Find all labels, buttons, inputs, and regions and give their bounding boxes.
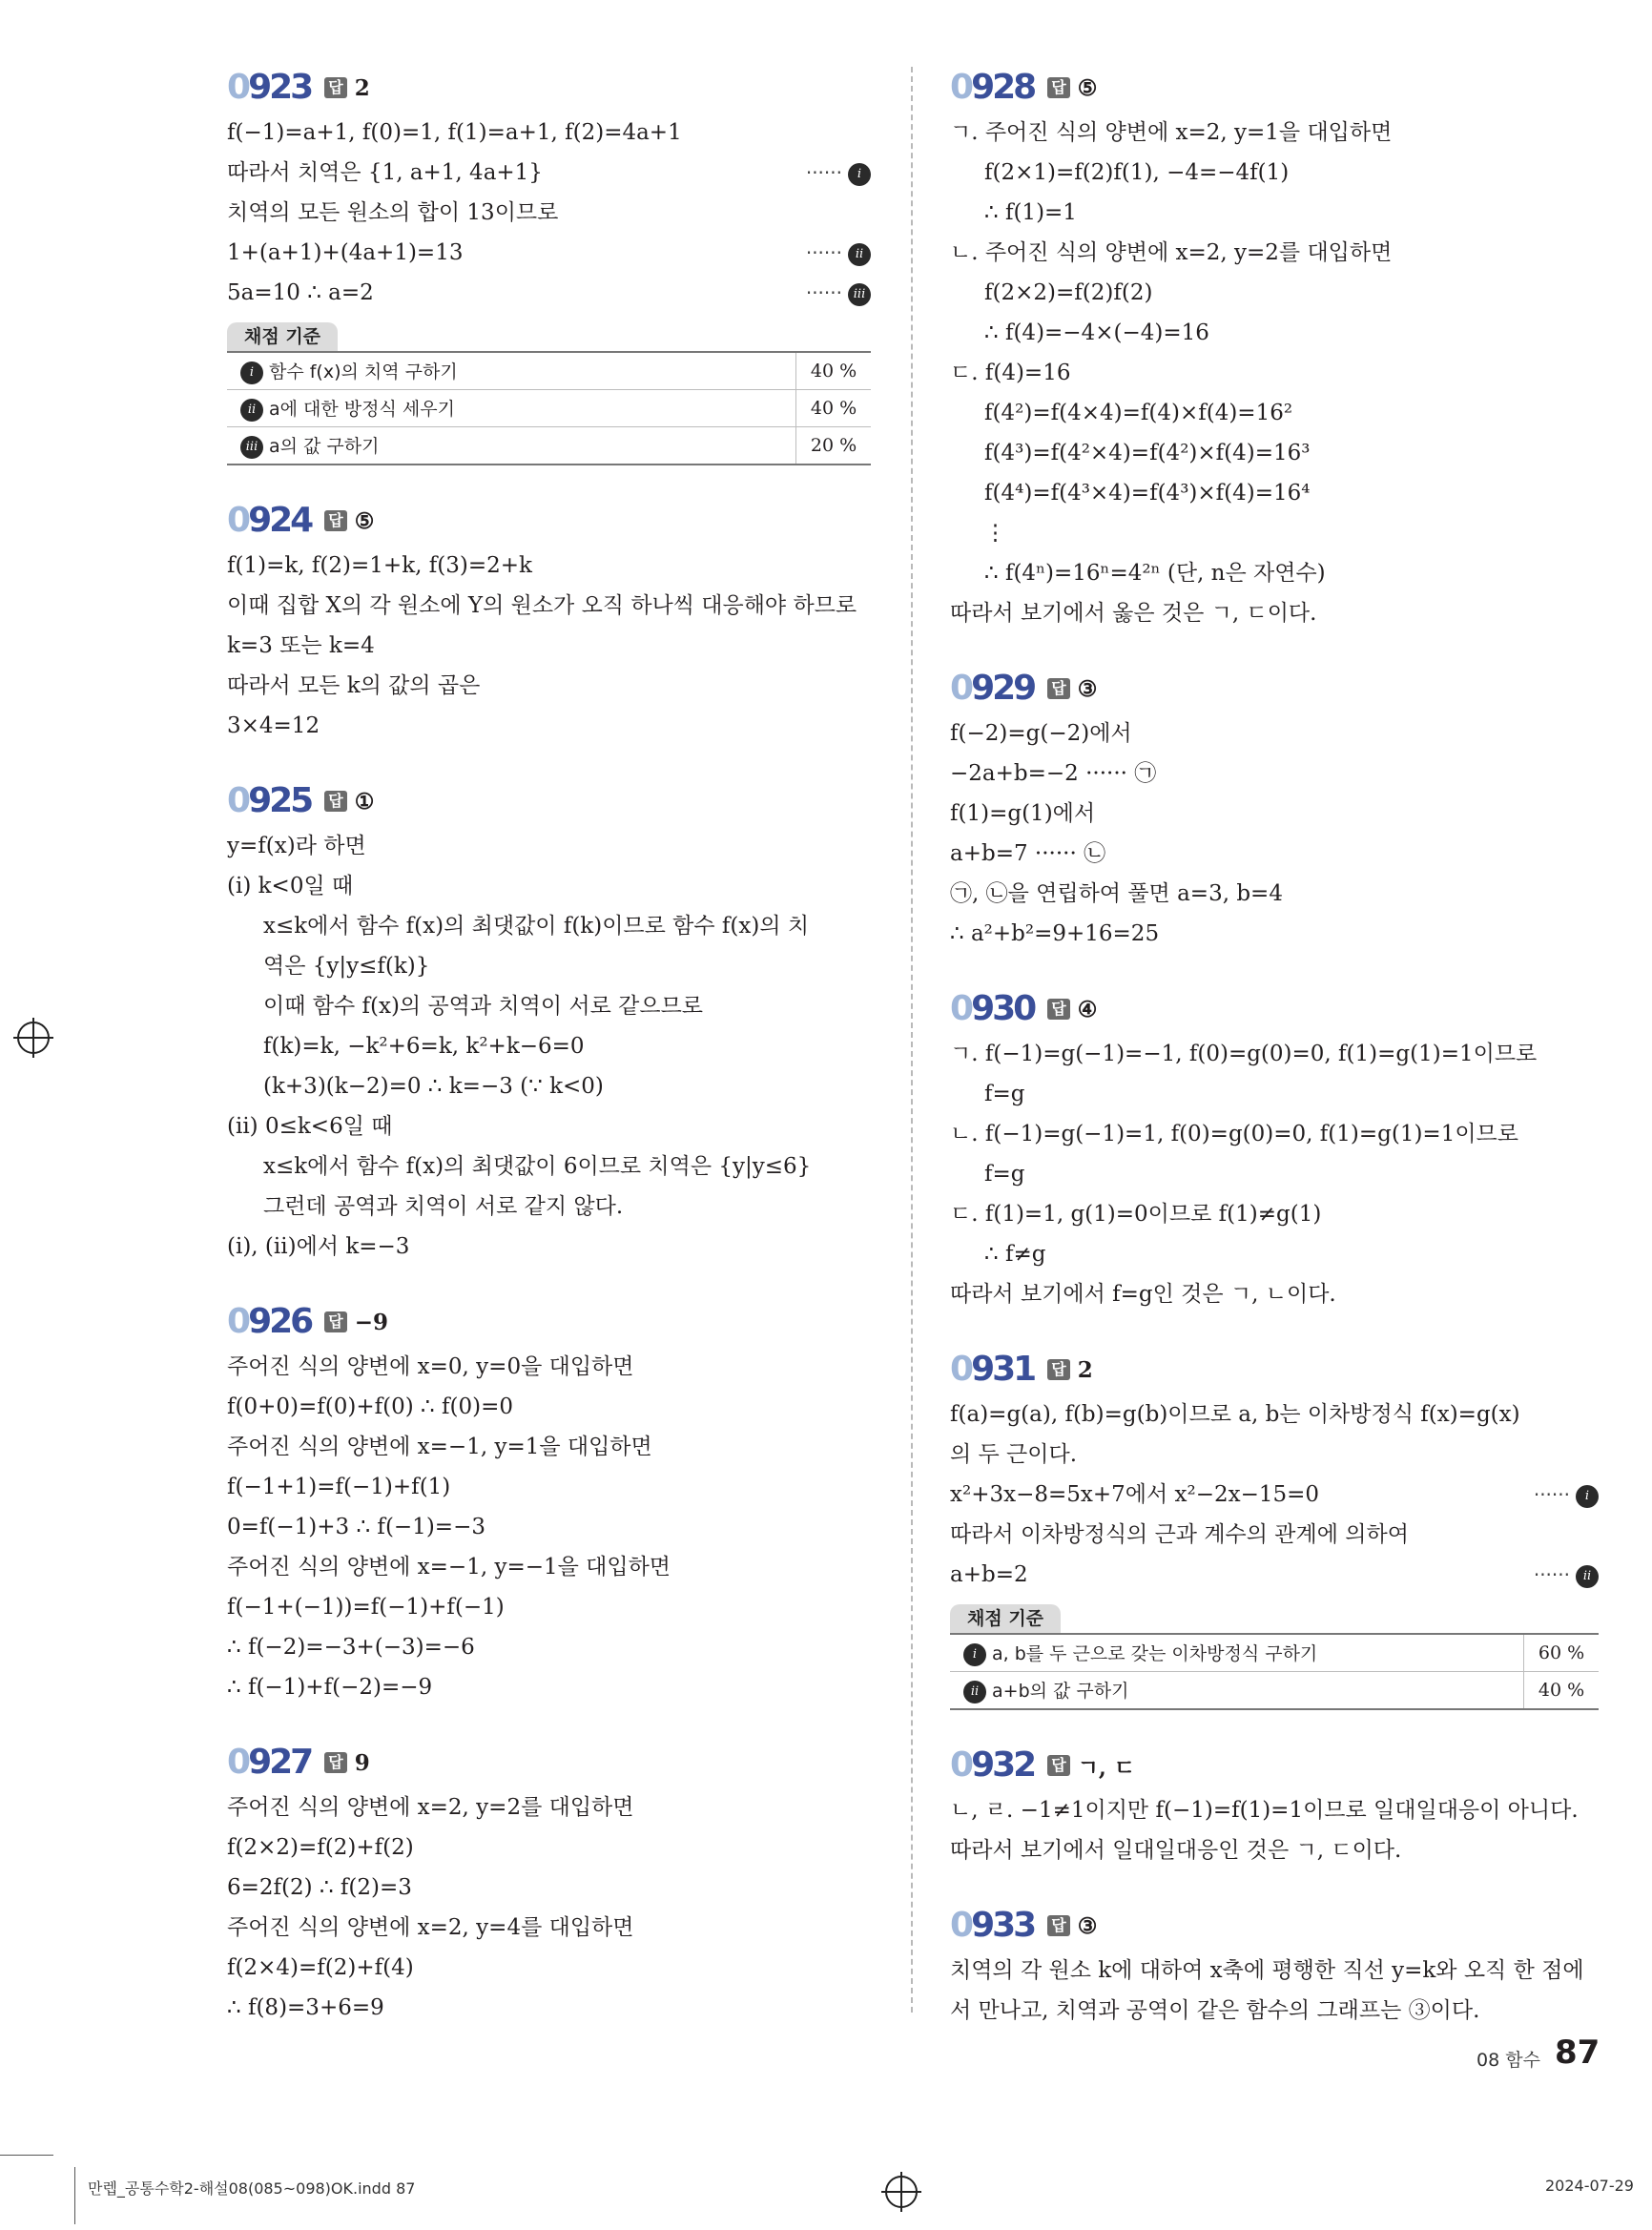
solution-line [227, 113, 871, 153]
crop-mark [0, 2155, 53, 2156]
solution-text: 6=2f(2) ∴ f(2)=3 [227, 1875, 412, 1900]
solution-line [227, 826, 871, 866]
answer-value: 2 [354, 74, 370, 101]
solution-text: ∴ f(−1)+f(−2)=−9 [227, 1675, 433, 1700]
solution-text: 치역의 모든 원소의 합이 13이므로 [227, 200, 559, 225]
solution-text: (i), (ii)에서 k=−3 [227, 1234, 410, 1259]
solution-text: 주어진 식의 양변에 x=−1, y=−1을 대입하면 [227, 1555, 671, 1580]
solution-text: (k+3)(k−2)=0 ∴ k=−3 (∵ k<0) [263, 1074, 604, 1099]
problem-header [950, 1347, 1599, 1393]
solution-text: f(4³)=f(4²×4)=f(4²)×f(4)=16³ [984, 441, 1311, 465]
answer-value: ④ [1077, 996, 1098, 1022]
solution-line [227, 1827, 871, 1868]
solution-line [950, 433, 1599, 473]
page-number: 87 [1555, 2034, 1600, 2072]
problem-number-digits: 925 [248, 781, 312, 820]
answer-value: 2 [1077, 1356, 1093, 1383]
problem-number-digits: 931 [971, 1350, 1035, 1389]
answer-value: ㄱ, ㄷ [1077, 1754, 1136, 1781]
problem-0933 [950, 1903, 1599, 2031]
answer-badge: 답 [324, 791, 346, 812]
solution-line [227, 1868, 871, 1908]
problem-number [950, 989, 1035, 1028]
crop-mark [74, 2167, 75, 2224]
grading-text: a의 값 구하기 [269, 436, 380, 458]
grading-row [950, 1635, 1599, 1672]
answer-value: ⑤ [1077, 74, 1098, 101]
grading-table [227, 351, 871, 465]
solution-text: 1+(a+1)+(4a+1)=13 [227, 240, 464, 265]
solution-text: 따라서 이차방정식의 근과 계수의 관계에 의하여 [950, 1522, 1409, 1547]
solution-text: 5a=10 ∴ a=2 [227, 280, 374, 305]
solution-text: f(1)=k, f(2)=1+k, f(3)=2+k [227, 553, 532, 578]
problem-header [227, 1740, 871, 1786]
solution-text: ㄴ. 주어진 식의 양변에 x=2, y=2를 대입하면 [950, 240, 1393, 265]
solution-text: a+b=2 [950, 1562, 1028, 1587]
problem-number [950, 1352, 1034, 1387]
problem-number [227, 1745, 311, 1780]
solution-line [950, 754, 1599, 794]
problem-0924 [227, 498, 871, 746]
solution-text: ∴ f(−2)=−3+(−3)=−6 [227, 1635, 475, 1660]
solution-line [227, 586, 871, 626]
problem-number-digits: 932 [971, 1745, 1035, 1785]
step-circle-icon: ii [1576, 1565, 1599, 1588]
solution-text: ∴ f(1)=1 [984, 200, 1077, 225]
problem-header [227, 65, 871, 111]
solution-text: x²+3x−8=5x+7에서 x²−2x−15=0 [950, 1482, 1320, 1507]
problem-0932 [950, 1743, 1599, 1870]
problem-number-digits: 923 [248, 68, 312, 107]
solution-text: f(2×1)=f(2)f(1), −4=−4f(1) [984, 160, 1290, 185]
problem-0930 [950, 986, 1599, 1314]
problem-0925 [227, 778, 871, 1267]
solution-line [950, 1114, 1599, 1154]
problem-number [950, 1745, 1035, 1785]
column-divider [911, 67, 913, 2013]
problem-0923 [227, 65, 871, 465]
solution-text: 따라서 모든 k의 값의 곱은 [227, 673, 481, 698]
grading-row [227, 353, 871, 390]
solution-line [227, 1667, 871, 1707]
grading-percent: 40 % [1523, 1672, 1599, 1708]
solution-line [227, 626, 871, 666]
problem-header [950, 666, 1599, 712]
solution-line [950, 513, 1599, 553]
grading-text: 함수 f(x)의 치역 구하기 [269, 361, 458, 383]
answer-value: ⑤ [354, 507, 375, 534]
problem-number-digits: 924 [248, 501, 312, 540]
solution-text: ㉠, ㉡을 연립하여 풀면 a=3, b=4 [950, 881, 1283, 906]
answer-value: ③ [1077, 675, 1098, 702]
problem-number-prefix: 0 [227, 781, 249, 820]
solution-line [950, 153, 1599, 193]
slug-filename: 만렙_공통수학2-해설08(085~098)OK.indd 87 [88, 2179, 416, 2198]
solution-line [950, 1034, 1599, 1074]
solution-text: x≤k에서 함수 f(x)의 최댓값이 6이므로 치역은 {y|y≤6} [263, 1154, 812, 1179]
solution-text: f(4²)=f(4×4)=f(4)×f(4)=16² [984, 401, 1293, 425]
grading-criteria [227, 322, 871, 465]
solution-line [950, 1790, 1599, 1830]
solution-line [950, 1991, 1599, 2031]
answer-value: −9 [354, 1309, 388, 1335]
solution-text: f(−2)=g(−2)에서 [950, 721, 1132, 746]
solution-line [950, 113, 1599, 153]
step-circle-icon: i [963, 1643, 986, 1666]
problem-0926 [227, 1299, 871, 1707]
grading-percent: 40 % [795, 353, 871, 389]
registration-mark-icon [17, 1022, 50, 1054]
step-circle-icon: i [240, 361, 263, 384]
solution-text: 역은 {y|y≤f(k)} [263, 954, 430, 979]
solution-text: f(2×2)=f(2)+f(2) [227, 1835, 414, 1860]
solution-text: ㄱ. f(−1)=g(−1)=−1, f(0)=g(0)=0, f(1)=g(1)=1이므로 [950, 1042, 1538, 1066]
problem-number [227, 781, 312, 820]
solution-line [950, 1394, 1599, 1435]
solution-line [950, 834, 1599, 874]
grading-description [950, 1640, 1523, 1666]
problem-number-prefix: 0 [227, 1743, 249, 1782]
solution-text: 서 만나고, 치역과 공역이 같은 함수의 그래프는 ③이다. [950, 1998, 1480, 2023]
solution-line [227, 233, 871, 273]
problem-number-digits: 929 [971, 669, 1035, 708]
solution-text: ㄷ. f(1)=1, g(1)=0이므로 f(1)≠g(1) [950, 1202, 1322, 1227]
solution-line [950, 353, 1599, 393]
solution-text: f(−1+1)=f(−1)+f(1) [227, 1475, 451, 1499]
solution-text: f(−1)=a+1, f(0)=1, f(1)=a+1, f(2)=4a+1 [227, 120, 682, 145]
solution-text: ∴ f≠g [984, 1242, 1046, 1267]
step-circle-icon: iii [848, 283, 871, 306]
problem-number-prefix: 0 [227, 501, 249, 540]
solution-line [227, 906, 871, 946]
solution-text: f(1)=g(1)에서 [950, 801, 1096, 826]
solution-line [227, 1146, 871, 1187]
solution-line [227, 1026, 871, 1066]
solution-text: ㄷ. f(4)=16 [950, 361, 1071, 385]
solution-text: 따라서 보기에서 옳은 것은 ㄱ, ㄷ이다. [950, 601, 1317, 626]
solution-text: ∴ a²+b²=9+16=25 [950, 921, 1160, 946]
solution-line [227, 1227, 871, 1267]
problem-number [950, 68, 1035, 107]
solution-line [950, 473, 1599, 513]
registration-mark-icon [885, 2176, 918, 2208]
answer-value: 9 [354, 1749, 370, 1776]
solution-line [227, 706, 871, 746]
grading-title: 채점 기준 [950, 1604, 1061, 1633]
solution-text: ⋮ [984, 521, 1006, 546]
answer-badge: 답 [1047, 678, 1069, 699]
solution-text: (i) k<0일 때 [227, 874, 354, 898]
grading-description [227, 432, 795, 459]
answer-badge: 답 [1047, 1915, 1069, 1936]
solution-text: f(0+0)=f(0)+f(0) ∴ f(0)=0 [227, 1394, 513, 1419]
solution-line [950, 1515, 1599, 1555]
solution-text: 주어진 식의 양변에 x=−1, y=1을 대입하면 [227, 1435, 652, 1459]
answer-badge: 답 [324, 1752, 346, 1773]
solution-text: 그런데 공역과 치역이 서로 같지 않다. [263, 1194, 624, 1219]
solution-text: ∴ f(8)=3+6=9 [227, 1995, 384, 2020]
solution-line [227, 193, 871, 233]
problem-header [227, 778, 871, 824]
solution-text: 따라서 보기에서 f=g인 것은 ㄱ, ㄴ이다. [950, 1282, 1336, 1307]
grading-text: a, b를 두 근으로 갖는 이차방정식 구하기 [992, 1643, 1318, 1665]
solution-line [950, 1194, 1599, 1234]
solution-line [227, 1467, 871, 1507]
answer-badge: 답 [324, 77, 346, 98]
solution-line [227, 946, 871, 986]
problem-number-prefix: 0 [950, 989, 972, 1028]
grading-percent: 40 % [795, 390, 871, 426]
solution-text: −2a+b=−2 ······ ㉠ [950, 761, 1157, 786]
problem-number-prefix: 0 [227, 68, 249, 107]
solution-text: a+b=7 ······ ㉡ [950, 841, 1106, 866]
solution-text: f(k)=k, −k²+6=k, k²+k−6=0 [263, 1034, 585, 1059]
solution-line [950, 313, 1599, 353]
solution-text: k=3 또는 k=4 [227, 633, 375, 658]
problem-number-prefix: 0 [950, 68, 972, 107]
solution-line [227, 1187, 871, 1227]
solution-line [950, 1074, 1599, 1114]
solution-line [227, 1387, 871, 1427]
solution-line [227, 1587, 871, 1627]
answer-badge: 답 [324, 510, 346, 531]
grading-description [227, 358, 795, 384]
solution-text: ㄴ. f(−1)=g(−1)=1, f(0)=g(0)=0, f(1)=g(1)=1이므로 [950, 1122, 1518, 1146]
step-circle-icon: ii [848, 243, 871, 266]
solution-text: (ii) 0≤k<6일 때 [227, 1114, 393, 1139]
solution-text: f(2×4)=f(2)+f(4) [227, 1955, 414, 1980]
solution-line [950, 713, 1599, 754]
problem-number-prefix: 0 [950, 1350, 972, 1389]
solution-text: 주어진 식의 양변에 x=2, y=2를 대입하면 [227, 1795, 634, 1820]
answer-badge: 답 [1047, 77, 1069, 98]
answer-badge: 답 [1047, 1755, 1069, 1776]
grading-criteria [950, 1604, 1599, 1710]
solution-line [950, 1435, 1599, 1475]
solution-line [227, 1427, 871, 1467]
problem-header [227, 498, 871, 544]
problem-0928 [950, 65, 1599, 633]
solution-line [227, 1507, 871, 1547]
solution-text: y=f(x)라 하면 [227, 834, 366, 858]
solution-line [950, 1154, 1599, 1194]
problem-number-digits: 928 [971, 68, 1035, 107]
problem-number-digits: 926 [248, 1302, 312, 1341]
grading-description [227, 395, 795, 422]
left-column [227, 65, 871, 2060]
problem-number [227, 501, 312, 540]
solution-line [950, 1830, 1599, 1870]
step-marker: ······ ii [806, 233, 871, 273]
solution-text: 주어진 식의 양변에 x=0, y=0을 대입하면 [227, 1354, 634, 1379]
solution-line [950, 1475, 1599, 1515]
chapter-label: 08 함수 [1476, 2050, 1540, 2071]
solution-text: ㄴ, ㄹ. −1≠1이지만 f(−1)=f(1)=1이므로 일대일대응이 아니다. [950, 1798, 1579, 1823]
right-column [950, 65, 1599, 2063]
solution-line [227, 1908, 871, 1948]
step-marker: ······ iii [806, 273, 871, 313]
problem-number-prefix: 0 [950, 1906, 972, 1945]
step-circle-icon: ii [963, 1681, 986, 1703]
solution-line [950, 914, 1599, 954]
problem-number-prefix: 0 [950, 669, 972, 708]
answer-value: ① [354, 788, 375, 815]
problem-0927 [227, 1740, 871, 2028]
slug-date: 2024-07-29 [1545, 2177, 1634, 2195]
solution-line [950, 233, 1599, 273]
solution-text: 의 두 근이다. [950, 1442, 1078, 1467]
grading-row [227, 390, 871, 427]
solution-text: f(4⁴)=f(4³×4)=f(4³)×f(4)=16⁴ [984, 481, 1311, 506]
problem-number-digits: 927 [248, 1743, 312, 1782]
grading-percent: 60 % [1523, 1635, 1599, 1671]
solution-text: x≤k에서 함수 f(x)의 최댓값이 f(k)이므로 함수 f(x)의 치 [263, 914, 810, 939]
solution-text: f(a)=g(a), f(b)=g(b)이므로 a, b는 이차방정식 f(x)=g(x) [950, 1402, 1520, 1427]
solution-text: 이때 함수 f(x)의 공역과 치역이 서로 같으므로 [263, 994, 704, 1019]
solution-line [227, 666, 871, 706]
step-circle-icon: ii [240, 399, 263, 422]
step-marker: ······ ii [1534, 1555, 1599, 1595]
solution-line [950, 1951, 1599, 1991]
grading-row [227, 427, 871, 464]
problem-header [227, 1299, 871, 1345]
solution-text: 치역의 각 원소 k에 대하여 x축에 평행한 직선 y=k와 오직 한 점에 [950, 1958, 1584, 1983]
solution-line [950, 1274, 1599, 1314]
solution-text: 따라서 치역은 {1, a+1, 4a+1} [227, 160, 543, 185]
step-marker: ······ i [806, 153, 871, 193]
solution-line [227, 546, 871, 586]
solution-line [227, 986, 871, 1026]
solution-line [950, 193, 1599, 233]
solution-text: 이때 집합 X의 각 원소에 Y의 원소가 오직 하나씩 대응해야 하므로 [227, 593, 857, 618]
answer-value: ③ [1077, 1912, 1098, 1939]
problem-number [227, 1302, 312, 1341]
solution-text: ∴ f(4ⁿ)=16ⁿ=4²ⁿ (단, n은 자연수) [984, 561, 1326, 586]
grading-description [950, 1677, 1523, 1703]
problem-0931 [950, 1347, 1599, 1710]
solution-line [950, 553, 1599, 593]
solution-line [227, 1347, 871, 1387]
grading-row [950, 1672, 1599, 1708]
solution-line [950, 1234, 1599, 1274]
solution-line [227, 1106, 871, 1146]
solution-line [227, 1627, 871, 1667]
solution-line [227, 1547, 871, 1587]
grading-title: 채점 기준 [227, 322, 338, 351]
problem-number [950, 1906, 1035, 1945]
solution-text: 3×4=12 [227, 713, 320, 738]
step-circle-icon: i [1576, 1485, 1599, 1508]
grading-text: a+b의 값 구하기 [992, 1681, 1129, 1703]
problem-header [950, 1903, 1599, 1949]
solution-text: ㄱ. 주어진 식의 양변에 x=2, y=1을 대입하면 [950, 120, 1393, 145]
solution-line [227, 273, 871, 313]
grading-text: a에 대한 방정식 세우기 [269, 399, 455, 421]
solution-line [227, 153, 871, 193]
problem-number [950, 671, 1034, 706]
problem-number-digits: 930 [971, 989, 1035, 1028]
solution-line [950, 1555, 1599, 1595]
solution-text: f=g [984, 1082, 1025, 1106]
solution-line [227, 1988, 871, 2028]
answer-badge: 답 [1047, 999, 1069, 1020]
problem-number-digits: 933 [971, 1906, 1035, 1945]
solution-line [950, 794, 1599, 834]
solution-text: f(−1+(−1))=f(−1)+f(−1) [227, 1595, 505, 1620]
solution-line [950, 874, 1599, 914]
solution-text: ∴ f(4)=−4×(−4)=16 [984, 320, 1209, 345]
problem-header [950, 65, 1599, 111]
solution-text: f=g [984, 1162, 1025, 1187]
solution-text: 주어진 식의 양변에 x=2, y=4를 대입하면 [227, 1915, 634, 1940]
problem-header [950, 986, 1599, 1032]
solution-line [950, 593, 1599, 633]
solution-text: f(2×2)=f(2)f(2) [984, 280, 1153, 305]
solution-line [950, 393, 1599, 433]
solution-line [227, 1787, 871, 1827]
problem-header [950, 1743, 1599, 1788]
answer-badge: 답 [324, 1311, 346, 1332]
solution-text: 0=f(−1)+3 ∴ f(−1)=−3 [227, 1515, 485, 1539]
step-marker: ······ i [1534, 1475, 1599, 1515]
grading-table [950, 1633, 1599, 1710]
solution-line [227, 1948, 871, 1988]
problem-number-prefix: 0 [227, 1302, 249, 1341]
solution-line [227, 866, 871, 906]
solution-line [950, 273, 1599, 313]
answer-badge: 답 [1047, 1359, 1069, 1380]
grading-percent: 20 % [795, 427, 871, 464]
solution-text: 따라서 보기에서 일대일대응인 것은 ㄱ, ㄷ이다. [950, 1838, 1402, 1863]
problem-number-prefix: 0 [950, 1745, 972, 1785]
step-circle-icon: i [848, 163, 871, 186]
problem-number [227, 68, 312, 107]
step-circle-icon: iii [240, 436, 263, 459]
solution-line [227, 1066, 871, 1106]
problem-0929 [950, 666, 1599, 954]
